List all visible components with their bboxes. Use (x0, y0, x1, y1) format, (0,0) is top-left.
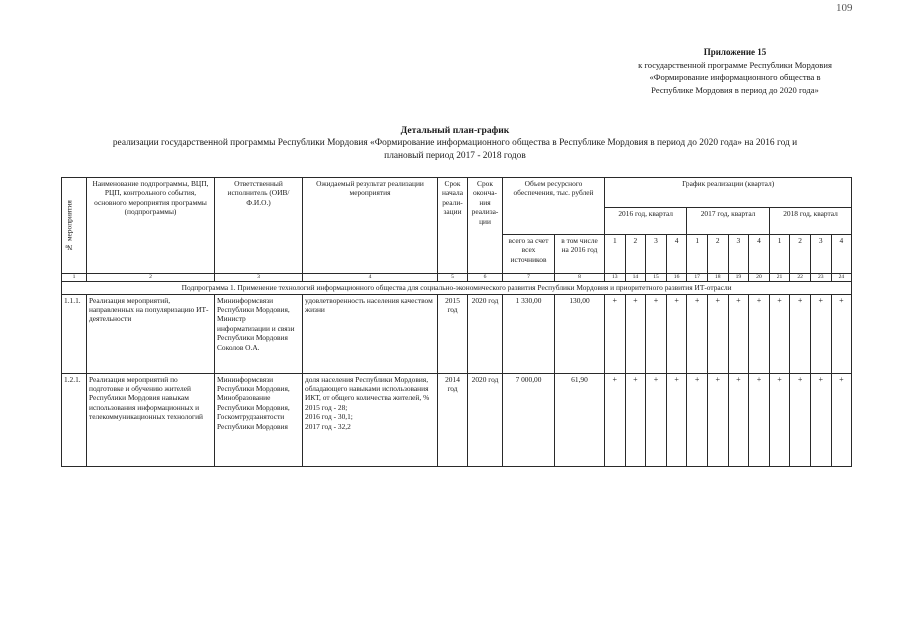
appendix-line: «Формирование информационного общества в (649, 72, 821, 82)
quarter-mark: + (605, 373, 626, 466)
row-result-line: 2017 год - 32,2 (305, 421, 351, 431)
quarter-mark: + (687, 373, 708, 466)
header-year-2018: 2018 год, квартал (769, 208, 852, 235)
plan-schedule-table (61, 177, 852, 467)
quarter-mark: + (666, 373, 687, 466)
quarter-mark: + (810, 373, 831, 466)
appendix-title: Приложение 15 (703, 47, 767, 57)
quarter-mark: + (707, 294, 728, 373)
header-quarter: 2 (625, 235, 646, 274)
row-result-line: 2015 год - 28; (305, 402, 348, 412)
row-start: 2015 год (438, 294, 468, 373)
quarter-mark: + (625, 373, 646, 466)
quarter-mark: + (687, 294, 708, 373)
quarter-mark: + (646, 373, 667, 466)
header-quarter: 1 (605, 235, 626, 274)
column-number: 5 (438, 274, 468, 282)
document-subtitle: реализации государственной программы Республики Мордовия «Формирование информационного общества в Республике Мордовия в период до 2020 года» на 2016 год и (112, 138, 798, 148)
row-start: 2014 год (438, 373, 468, 466)
header-schedule: График реализации (квартал) (605, 178, 852, 208)
header-num: № мероприятия (62, 178, 87, 274)
quarter-mark: + (790, 294, 811, 373)
quarter-mark: + (728, 373, 749, 466)
header-name: Наименование подпрограммы, ВЦП, РЦП, контрольного события, основного мероприятия программы (подпрограммы) (87, 178, 215, 274)
document-subtitle-period: плановый период 2017 - 2018 годов (384, 151, 526, 161)
subprogram-title: Подпрограмма 1. Применение технологий информационного общества для социально-экономического развития Республики Мордовия и приоритетного развития ИТ-отрасли (62, 282, 852, 295)
row-end: 2020 год (468, 373, 503, 466)
column-number: 19 (728, 274, 749, 282)
header-funding-total: всего за счет всех источников (503, 235, 555, 274)
column-number: 2 (87, 274, 215, 282)
row-result-line: доля населения Республики Мордовия, обладающего навыками использования ИКТ, от общего количества жителей, % (305, 374, 430, 403)
column-number: 18 (707, 274, 728, 282)
column-number: 20 (749, 274, 770, 282)
quarter-mark: + (810, 294, 831, 373)
quarter-mark: + (831, 373, 852, 466)
header-funding-2016: в том числе на 2016 год (555, 235, 605, 274)
quarter-mark: + (831, 294, 852, 373)
row-end: 2020 год (468, 294, 503, 373)
header-start: Срок начала реали-зации (438, 178, 468, 274)
column-number: 4 (303, 274, 438, 282)
appendix-block (600, 46, 870, 96)
appendix-line: Республике Мордовия в период до 2020 года» (651, 84, 819, 95)
appendix-line: к государственной программе Республики Мордовия (638, 59, 832, 70)
row-total: 1 330,00 (503, 294, 555, 373)
header-funding: Объем ресурсного обеспечения, тыс. рублей (503, 178, 605, 235)
quarter-mark: + (749, 373, 770, 466)
column-number: 23 (810, 274, 831, 282)
row-executor: Мининформсвязи Республики Мордовия, Минобразование Республики Мордовия, Госкомтрудзанятости Республики Мордовия (215, 373, 303, 466)
row-executor: Мининформсвязи Республики Мордовия, Министр информатизации и связи Республики Мордовия Соколов О.А. (215, 294, 303, 373)
header-row (62, 178, 852, 208)
column-number: 7 (503, 274, 555, 282)
quarter-mark: + (769, 294, 790, 373)
header-year-2016: 2016 год, квартал (605, 208, 687, 235)
column-number: 21 (769, 274, 790, 282)
header-quarter: 1 (687, 235, 708, 274)
quarter-mark: + (707, 373, 728, 466)
header-quarter: 3 (728, 235, 749, 274)
column-number: 17 (687, 274, 708, 282)
subprogram-row (62, 282, 852, 295)
column-number-row (62, 274, 852, 282)
page-number: 109 (836, 2, 853, 14)
header-quarter: 4 (749, 235, 770, 274)
row-num: 1.2.1. (62, 373, 87, 466)
row-result (303, 373, 438, 466)
column-number: 3 (215, 274, 303, 282)
column-number: 1 (62, 274, 87, 282)
quarter-mark: + (790, 373, 811, 466)
column-number: 8 (555, 274, 605, 282)
header-year-2017: 2017 год, квартал (687, 208, 769, 235)
header-quarter: 2 (707, 235, 728, 274)
row-name: Реализация мероприятий, направленных на популяризацию ИТ-деятельности (87, 294, 215, 373)
quarter-mark: + (728, 294, 749, 373)
header-executor: Ответственный исполнитель (ОИВ/ Ф.И.О.) (215, 178, 303, 274)
table-row (62, 373, 852, 466)
header-quarter: 1 (769, 235, 790, 274)
row-2016: 61,90 (555, 373, 605, 466)
header-quarter: 4 (666, 235, 687, 274)
column-number: 14 (625, 274, 646, 282)
header-end: Срок оконча-ния реализа-ции (468, 178, 503, 274)
quarter-mark: + (646, 294, 667, 373)
row-num: 1.1.1. (62, 294, 87, 373)
column-number: 15 (646, 274, 667, 282)
document-title: Детальный план-график (400, 125, 510, 136)
row-2016: 130,00 (555, 294, 605, 373)
header-quarter: 2 (790, 235, 811, 274)
row-name: Реализация мероприятий по подготовке и обучению жителей Республики Мордовия навыкам использования информационных и телекоммуникационных технологий (87, 373, 215, 466)
row-result-line: 2016 год - 30,1; (305, 412, 353, 422)
row-total: 7 000,00 (503, 373, 555, 466)
quarter-mark: + (666, 294, 687, 373)
quarter-mark: + (769, 373, 790, 466)
column-number: 13 (605, 274, 626, 282)
column-number: 22 (790, 274, 811, 282)
quarter-mark: + (749, 294, 770, 373)
column-number: 6 (468, 274, 503, 282)
column-number: 16 (666, 274, 687, 282)
quarter-mark: + (625, 294, 646, 373)
header-quarter: 4 (831, 235, 852, 274)
header-result: Ожидаемый результат реализации мероприятия (303, 178, 438, 274)
document-heading (60, 124, 850, 163)
header-quarter: 3 (646, 235, 667, 274)
header-quarter: 3 (810, 235, 831, 274)
table-row (62, 294, 852, 373)
quarter-mark: + (605, 294, 626, 373)
column-number: 24 (831, 274, 852, 282)
row-result: удовлетворенность населения качеством жизни (303, 294, 438, 373)
